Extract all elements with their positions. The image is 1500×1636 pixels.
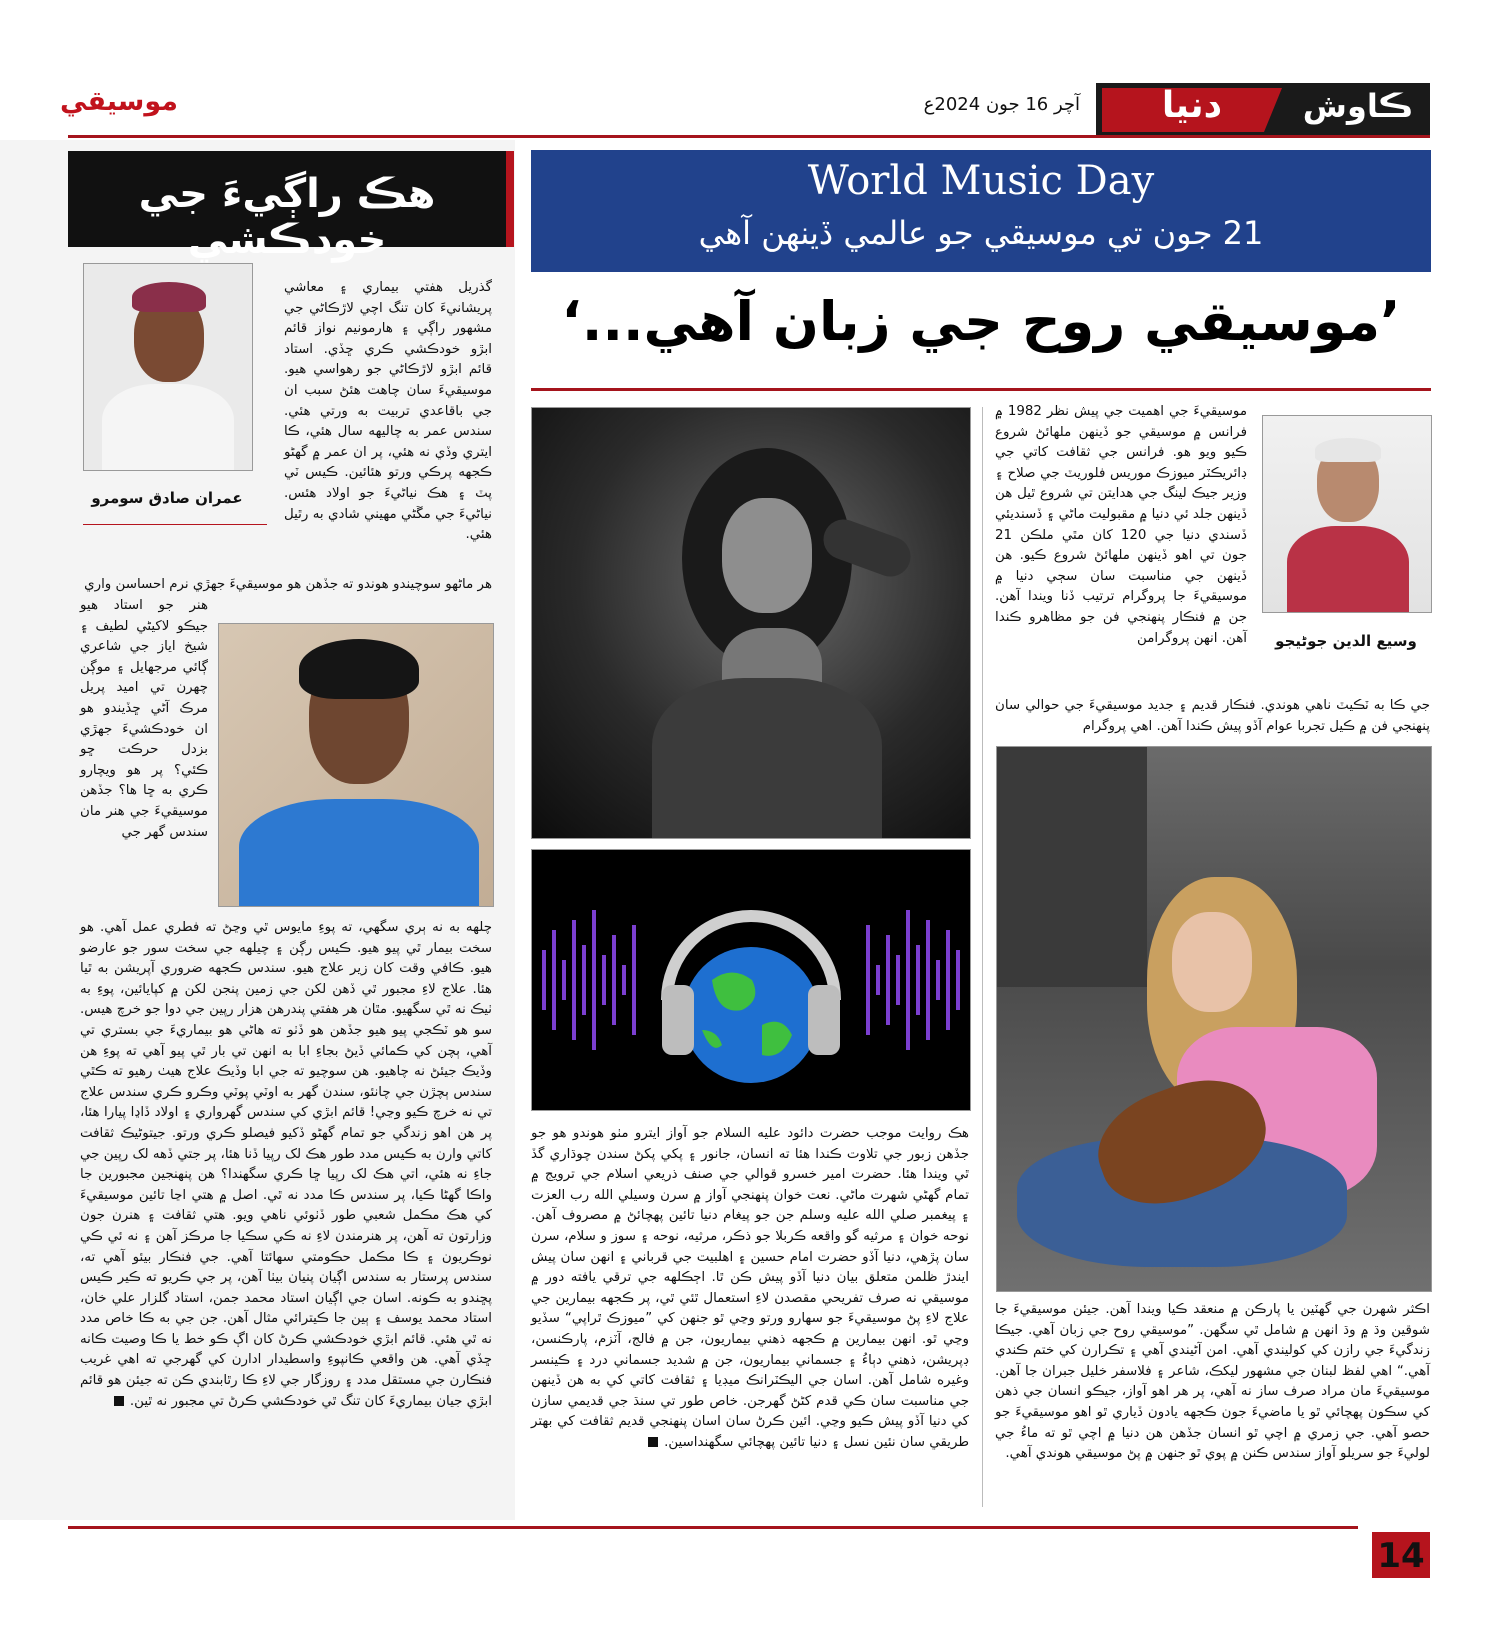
page-number: 14 [1377, 1536, 1425, 1576]
main-author-name: وسيع الدين جوڻيجو [1275, 632, 1417, 650]
end-mark-main [648, 1437, 658, 1447]
column-divider-main [982, 407, 983, 1507]
section-label: موسيقي [60, 86, 178, 117]
main-col-right-bottom: اڪثر شهرن جي گهٽين يا پارڪن ۾ منعقد ڪيا ويندا آهن. جيئن موسيقيءَ جا شوقين وڌ ۾ وڌ انهن ۾ شامل ٿي سگهن. ”موسيقي روح جي زبان آهي. جيڪا زندگيءَ جي رازن کي کوليندي آهي. امن آڻيندي آهي ۽ تڪرارن کي ختم ڪندي آهي.“ اهي لفظ لبنان جي مشهور ليکڪ، شاعر ۽ فلاسفر خليل جبران جا آهن. موسيقيءَ مان مراد صرف ساز نه آهي، پر هر اهو آواز، جيڪو انسان جي ذهن کي سڪون پهچائي ٿو يا ماضيءَ جون ڪجهه يادون ڏياري ٿو اهو موسيقيءَ جو حصو آهي. جي زمري ۾ اچي ٿو انسان جڏهن هن دنيا ۾ اچي ٿو ته ماءُ جي لوليءَ جو سريلو آواز سندس ڪنن ۾ پوي ٿو جنهن ۾ پڻ موسيقي هوندي آهي. [995, 1302, 1430, 1462]
banner-sindhi-subtitle: 21 جون تي موسيقي جو عالمي ڏينهن آهي [698, 214, 1264, 252]
headline-rule [531, 388, 1431, 391]
end-mark-side [114, 1396, 124, 1406]
main-col-right-top: موسيقيءَ جي اهميت جي پيش نظر 1982 ۾ فرانس ۾ موسيقي جو ڏينهن ملهائڻ شروع ڪيو ويو هو. فرانس جي ثقافت کاتي جي ڊائريڪٽر ميوزڪ موريس فلوريٽ جي صلاح ۽ وزير جيڪ لينگ جي هدايتن تي شروع ٿيل هن ڏينهن جلد ئي دنيا ۾ مقبوليت ماڻي ۽ ڏسنديئي ڏسندي دنيا جي 120 کان مٿي ملڪن 21 جون تي اهو ڏينهن ملهائڻ شروع ڪيو. هن ڏينهن جي مناسبت سان سڄي دنيا ۾ موسيقيءَ جا پروگرام ترتيب ڏنا ويندا آهن. جن ۾ فنڪار پنهنجي فن جو مظاهرو ڪندا آهن. انهن پروگرامن [995, 404, 1247, 646]
side-col-top: گذريل هفتي بيماري ۽ معاشي پريشانيءَ کان تنگ اچي لاڙڪاڻي جي مشهور راڳي ۽ هارمونيم نواز قائم ابڙو خودڪشي ڪري ڇڏي. استاد قائم ابڙو لاڙڪاڻي جو رهواسي هيو. موسيقيءَ سان چاهت هئڻ سبب ان جي باقاعدي تربيت به ورتي هئي. سندس عمر به چاليهه سال هئي، ڪا ايتري وڏي نه هئي، پر ان عمر ۾ گهڻو ڪجهه پرڪي ورتو هئائين. ڪيس ٽي پٽ ۽ هڪ نياڻيءَ جو اولاد هئس. نياڻيءَ جي مڱڻي مهيني شادي به رٿيل هئي. [284, 280, 492, 543]
side-author-rule [83, 524, 267, 525]
header-rule [68, 135, 1430, 138]
side-wide-1: هر ماڻهو سوچيندو هوندو ته جڏهن هو موسيقيءَ جهڙي نرم احساسن واري [84, 577, 492, 592]
banner-english-title: World Music Day [807, 158, 1155, 204]
logo-dunya: دنيا [1161, 85, 1223, 126]
main-headline: ’موسيقي روح جي زبان آهي...‘ [561, 290, 1401, 353]
world-music-day-banner [531, 150, 1431, 272]
issue-date: آچر 16 جون 2024ع [923, 94, 1080, 115]
music-globe-illustration [531, 849, 971, 1111]
side-headline-box [68, 151, 514, 263]
footer-rule [68, 1526, 1358, 1529]
guitarist-photo [996, 746, 1432, 1292]
side-headline: هڪ راڳيءَ جي خودڪشي [138, 171, 436, 263]
main-col-right-wide: جي ڪا به ٽڪيٽ ناهي هوندي. فنڪار قديم ۽ جديد موسيقيءَ جي حوالي سان پنهنجي فن ۾ ڪيل تجربا عوام آڏو پيش ڪندا آهن. اهي پروگرام [995, 698, 1430, 734]
singer-qaim-photo [218, 623, 494, 907]
side-author-photo [83, 263, 253, 471]
side-wide-2-text: چلهه به نه ٻري سگهي، ته پوءِ مايوس ٿي وڃڻ ته فطري عمل آهي. هو سخت بيمار ٿي پيو هيو. ڪيس رڳن ۽ چيلهه جي سخت سور جو عارضو هيو. ڪافي وقت کان زير علاج هيو. سندس ڪجهه ضروري آپريشن به ٿيا هئا. علاج لاءِ مجبور ٿي ڏهن لکن جي زمين پنجن لکن ۾ کپايائين، پوءِ به ٺيڪ نه ٿي سگهيو. مٿان هر هفتي پندرهن هزار رپين جي دوا جو خرچ هيس. سو هو ٽڪجي پيو هيو جڏهن هو ڏٺو ته هاڻي هو بيماريءَ جي بستري تي آهي، ٻچن کي ڪمائي ڏيڻ بجاءِ ابا به انهن تي بار ٿي پيو آهي ته پوءِ هن وڏيڪ جيئڻ نه چاهيو. هن سوچيو ته جي ابا وڏيڪ علاج هيٺ رهيو ته ڪٿي سندس ٻچڙن جي چانئو، سندن گهر به اوٽي پوٽي وڪرو ڪري سندس علاج تي نه خرچ ڪيو وڃي! قائم ابڙي کي سندس گهرواري ۽ اولاد ڏاڍا پيارا هئا، پر هن اهو زندگي جو تمام گهڻو ڏکيو فيصلو ڪري ورتو. جيتوڻيڪ ثقافت کاتي وارن به ڪيس مدد طور هڪ لک رپيا ڏنا هئا، پر جتي ڏهه لک رپين جي جاءِ نه هئي، اتي هڪ لک رپيا ڇا ڪري سگهندا؟ هن پنهنجين مجبورين جا واڪا گهڻا ڪيا، پر سندس ڪا مدد نه ٿي. اصل ۾ هتي اڃا تائين موسيقيءَ کي هڪ مڪمل شعبي طور ڏٺوئي ناهي ويو. هتي ثقافت ۽ هنرن جون وزارتون ته آهن، پر هنرمندن لاءِ نه ڪي سڪيا جا مرڪز آهن ۽ نه ئي ڪي نوڪريون ۽ ڪا مڪمل حڪومتي سهائتا آهي. جي فنڪار بيئو آهي ته، سندس پرستار به سندس اڳيان پنيان بيٺا آهن، پر جي ڪريو ته ڪير ڪيس پڇندو به ڪونه. اسان جي اڳيان استاد محمد جمن، استاد گلزار علي خان، استاد محمد يوسف ۽ ٻين جا ڪيترائي مثال آهن. جن جي به ڪا خاص مدد نه ٿي هئي. قائم ابڙي خودڪشي ڪرڻ کان اڳ ڪو خط يا ڪا وصيت ڪانه ڇڏي آهي. هن واقعي ڪانپوءِ واسطيدار ادارن کي گهرجي ته اهي غريب فنڪارن جي مستقل مدد ۽ روزگار جي لاءِ ڪا رٿابندي ڪن ته جيئن هو قائم ابڙي جيان بيماريءَ کان تنگ ٿي خودڪشي ڪرڻ تي مجبور نه ٿين. [80, 920, 492, 1409]
soundwave-graphic [532, 850, 970, 1110]
main-col-mid-bottom-text: هڪ روايت موجب حضرت دائود عليه السلام جو آواز ايترو مٺو هوندو هو جو جڏهن زبور جي تلاوت ڪندا هئا ته انسان، جانور ۽ پکي پکڻ سندن چوڌاري گڏ ٿي ويندا هئا. حضرت امير خسرو قوالي جي صنف ذريعي اسلام جي ترويج ۾ تمام گهڻي شهرت ماڻي. نعت خوان پنهنجي آواز ۾ سرن وسيلي الله رب العزت ۽ پيغمبر صلي الله عليه وسلم جن جو پيغام دنيا تائين پهچائڻ ۾ مصروف آهن. نوحه خوان ۽ مرثيه گو واقعه ڪربلا جو ذڪر، مرثيه، نوحه ۽ سوز و سلام، سرن سان پڙهي، دنيا آڏو حضرت امام حسين ۽ اهلبيت جي قرباني ۽ انهن سان پيش ايندڙ ظلمن متعلق بيان دنيا آڏو پيش ڪن ٿا. اڄڪلهه جي ترقي يافته دور ۾ موسيقي نه صرف تفريحي مقصدن لاءِ استعمال ٿئي ٿي، پر ڪجهه بيمارين جي علاج لاءِ پڻ موسيقيءَ جو سهارو ورتو وڃي ٿو جنهن کي ”ميوزڪ ٿراپي“ سڏيو وڃي ٿو. انهن بيمارين ۾ ڪجهه ذهني بيماريون، جن ۾ فالج، آٽزم، پارڪنسن، ڊپريشن، ذهني دٻاءُ ۽ جسماني بيماريون، جن ۾ شديد جسماني درد ۽ ڪينسر وغيره شامل آهن. اسان جي اليڪٽرانڪ ميڊيا ۽ ثقافت کاتي کي به هن ڏينهن جي مناسبت سان ڪي قدم کڻڻ گهرجن. خاص طور تي سنڌ جي قديمي سازن کي دنيا آڏو پيش ڪيو وڃي. ائين ڪرڻ سان اسان پنهنجي قديم ثقافت کي بهتر طريقي سان نئين نسل ۽ دنيا تائين پهچائي سگهنداسين. [531, 1126, 969, 1450]
masthead-logo [1096, 83, 1430, 136]
main-col-mid-bottom [531, 1124, 969, 1454]
main-author-photo [1262, 415, 1432, 613]
page-number-box [1372, 1532, 1430, 1578]
side-wide-2 [80, 918, 492, 1412]
singer-photo [531, 407, 971, 839]
logo-kawish: ڪاوش [1302, 87, 1414, 125]
side-author-name: عمران صادق سومرو [91, 489, 243, 507]
side-col-mid: هنر جو استاد هيو جيڪو لاکيڻي لطيف ۽ شيخ اياز جي شاعري ڳائي مرجهايل ۽ موڳن چهرن تي اميد پريل مرڪ آڻي ڇڏيندو هو ان خودڪشيءَ جهڙي بزدل حرڪت ڇو ڪئي؟ پر هو ويچارو ڪري به ڇا ها؟ جڏهن موسيقيءَ جي هنر مان سندس گهر جي [80, 598, 208, 840]
